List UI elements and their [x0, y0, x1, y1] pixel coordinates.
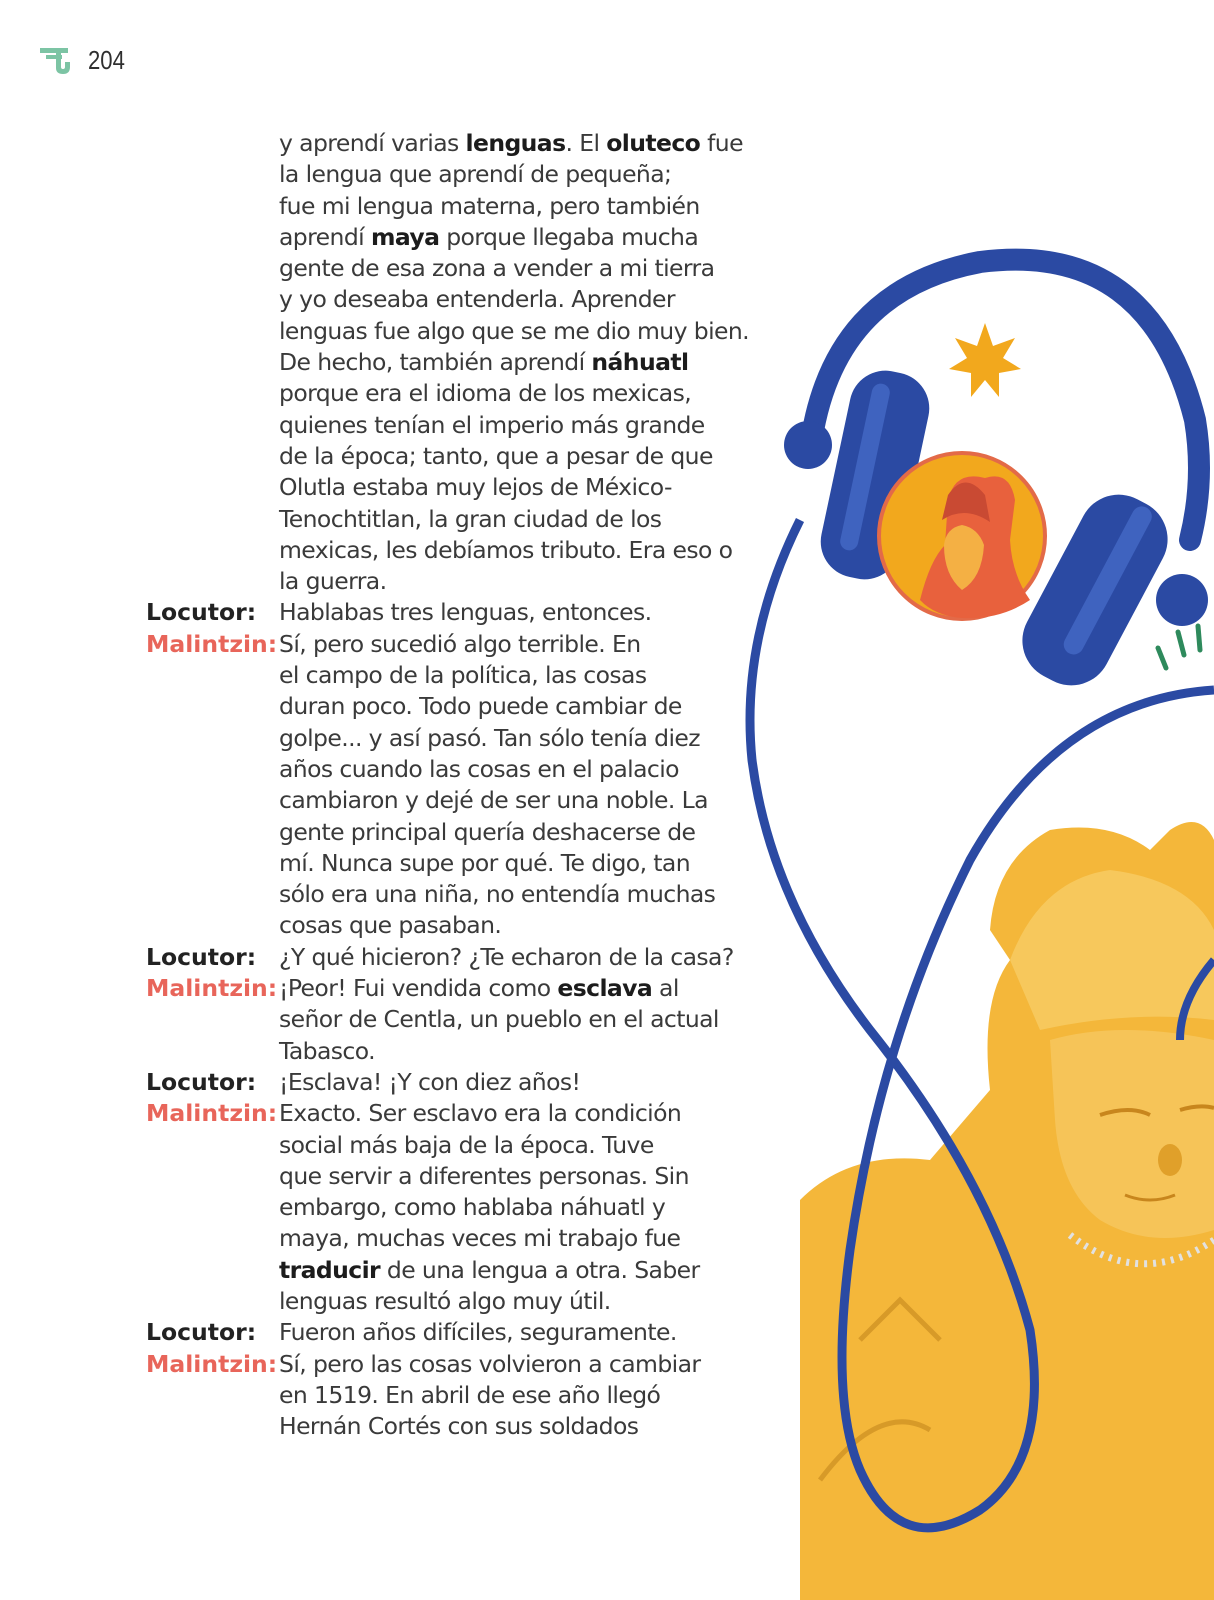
text-line [279, 128, 786, 159]
dialogue-turn [146, 1067, 786, 1098]
text-line [279, 691, 786, 722]
speech-text [279, 973, 786, 1067]
text-segment: lenguas resultó algo muy útil. [279, 1286, 611, 1315]
text-segment: en 1519. En abril de ese año llegó [279, 1380, 661, 1409]
speaker-label-locutor: Locutor: [146, 942, 257, 971]
portrait-medallion [879, 453, 1045, 619]
speech-text [279, 1317, 786, 1348]
text-line [279, 472, 786, 503]
glossary-term: oluteco [606, 129, 701, 157]
text-segment: Sí, pero las cosas volvieron a cambiar [279, 1349, 701, 1378]
speech-text [279, 597, 786, 628]
text-segment: Fueron años difíciles, seguramente. [279, 1318, 677, 1347]
speaker-label-locutor: Locutor: [146, 1318, 257, 1347]
text-segment: que servir a diferentes personas. Sin [279, 1161, 689, 1190]
text-segment: mexicas, les debíamos tributo. Era eso o [279, 535, 733, 564]
text-segment: y yo deseaba entenderla. Aprender [279, 285, 675, 314]
dialogue-turn [146, 1098, 786, 1317]
text-segment: ¿Y qué hicieron? ¿Te echaron de la casa? [279, 942, 734, 971]
text-line [279, 535, 786, 566]
speaker-label-locutor: Locutor: [146, 1067, 257, 1096]
text-line [279, 1411, 786, 1442]
text-line [279, 785, 786, 816]
text-line [279, 1349, 786, 1380]
text-line [279, 1004, 786, 1035]
speech-text [279, 942, 786, 973]
text-line [279, 848, 786, 879]
text-line [279, 378, 786, 409]
text-line [279, 879, 786, 910]
text-segment: aprendí [279, 222, 371, 251]
speech-text [279, 629, 786, 942]
text-line [279, 817, 786, 848]
text-segment: cosas que pasaban. [279, 911, 502, 940]
text-segment: embargo, como hablaba náhuatl y [279, 1193, 666, 1222]
text-segment: ¡Peor! Fui vendida como [279, 974, 558, 1003]
text-line [279, 347, 786, 378]
text-line [279, 1286, 786, 1317]
glossary-term: esclava [557, 974, 653, 1003]
dialogue-turn [146, 597, 786, 628]
text-segment: cambiaron y dejé de ser una noble. La [279, 786, 708, 815]
text-segment: porque llegaba mucha [439, 222, 699, 251]
text-line [279, 1130, 786, 1161]
text-segment: mí. Nunca supe por qué. Te digo, tan [279, 848, 691, 877]
text-line [279, 754, 786, 785]
speaker-label-locutor: Locutor: [146, 598, 257, 627]
text-line [279, 253, 786, 284]
text-segment: . El [565, 129, 607, 157]
dialogue-turn [146, 1349, 786, 1443]
text-line [279, 410, 786, 441]
text-segment: el campo de la política, las cosas [279, 661, 647, 690]
text-line [279, 1255, 786, 1286]
speech-text [279, 1067, 786, 1098]
text-segment: Sí, pero sucedió algo terrible. En [279, 629, 641, 658]
text-segment: Hernán Cortés con sus soldados [279, 1412, 639, 1441]
text-segment: gente de esa zona a vender a mi tierra [279, 254, 715, 283]
text-line [279, 1036, 786, 1067]
malintzin-portrait [800, 822, 1214, 1600]
glossary-term: traducir [279, 1255, 381, 1284]
speech-text [279, 128, 786, 597]
speaker-label-malintzin: Malintzin: [146, 1099, 278, 1128]
text-segment: Hablabas tres lenguas, entonces. [279, 598, 652, 627]
speaker-label-malintzin: Malintzin: [146, 1349, 278, 1378]
text-line [279, 504, 786, 535]
text-segment: Olutla estaba muy lejos de México- [279, 473, 672, 502]
text-line [279, 723, 786, 754]
text-segment: quienes tenían el imperio más grande [279, 410, 705, 439]
text-line [279, 597, 786, 628]
text-segment: social más baja de la época. Tuve [279, 1130, 654, 1159]
dialogue-turn [146, 973, 786, 1067]
text-segment: sólo era una niña, no entendía muchas [279, 880, 716, 909]
dialogue-turn [146, 942, 786, 973]
page-header [38, 40, 131, 80]
dialogue-turn [146, 629, 786, 942]
text-line [279, 1223, 786, 1254]
glossary-term: maya [370, 222, 440, 251]
text-segment: señor de Centla, un pueblo en el actual [279, 1005, 719, 1034]
text-segment: y aprendí varias [279, 129, 466, 157]
text-line [279, 191, 786, 222]
speech-text [279, 1349, 786, 1443]
text-line [279, 1317, 786, 1348]
text-line [279, 1098, 786, 1129]
text-segment: gente principal quería deshacerse de [279, 817, 696, 846]
text-line [279, 1067, 786, 1098]
star-icon [949, 323, 1021, 397]
text-line [279, 222, 786, 253]
glossary-term: lenguas [465, 129, 566, 157]
speaker-empty [146, 128, 279, 597]
text-line [279, 1161, 786, 1192]
text-segment: la lengua que aprendí de pequeña; [279, 160, 672, 189]
speaker-label-malintzin: Malintzin: [146, 974, 278, 1003]
text-segment: al [652, 974, 679, 1003]
text-line [279, 942, 786, 973]
text-line [279, 629, 786, 660]
text-segment: lenguas fue algo que se me dio muy bien. [279, 316, 750, 345]
text-line [279, 973, 786, 1004]
text-line [279, 284, 786, 315]
dialogue-turn [146, 128, 786, 597]
page-number: 204 [88, 44, 125, 75]
text-segment: Tabasco. [279, 1036, 375, 1065]
headphones-icon [784, 260, 1208, 700]
text-line [279, 660, 786, 691]
text-line [279, 316, 786, 347]
speech-text [279, 1098, 786, 1317]
text-segment: la guerra. [279, 567, 387, 596]
text-segment: duran poco. Todo puede cambiar de [279, 692, 682, 721]
glossary-term: náhuatl [591, 348, 689, 377]
text-segment: Exacto. Ser esclavo era la condición [279, 1099, 682, 1128]
text-segment: golpe... y así pasó. Tan sólo tenía diez [279, 723, 700, 752]
text-segment: maya, muchas veces mi trabajo fue [279, 1224, 681, 1253]
text-segment: ¡Esclava! ¡Y con diez años! [279, 1067, 581, 1096]
dialogue-turn [146, 1317, 786, 1348]
text-line [279, 910, 786, 941]
dialogue [146, 128, 786, 1442]
text-segment: de una lengua a otra. Saber [380, 1255, 700, 1284]
text-segment: De hecho, también aprendí [279, 348, 592, 377]
text-line [279, 441, 786, 472]
text-line [279, 1380, 786, 1411]
text-segment: porque era el idioma de los mexicas, [279, 379, 692, 408]
text-line [279, 1192, 786, 1223]
text-segment: fue [700, 129, 743, 157]
text-segment: fue mi lengua materna, pero también [279, 191, 700, 220]
text-line [279, 159, 786, 190]
speaker-label-malintzin: Malintzin: [146, 629, 278, 658]
text-segment: años cuando las cosas en el palacio [279, 754, 679, 783]
text-line [279, 566, 786, 597]
section-glyph-icon [38, 42, 78, 78]
text-segment: Tenochtitlan, la gran ciudad de los [279, 504, 662, 533]
text-segment: de la época; tanto, que a pesar de que [279, 441, 713, 470]
